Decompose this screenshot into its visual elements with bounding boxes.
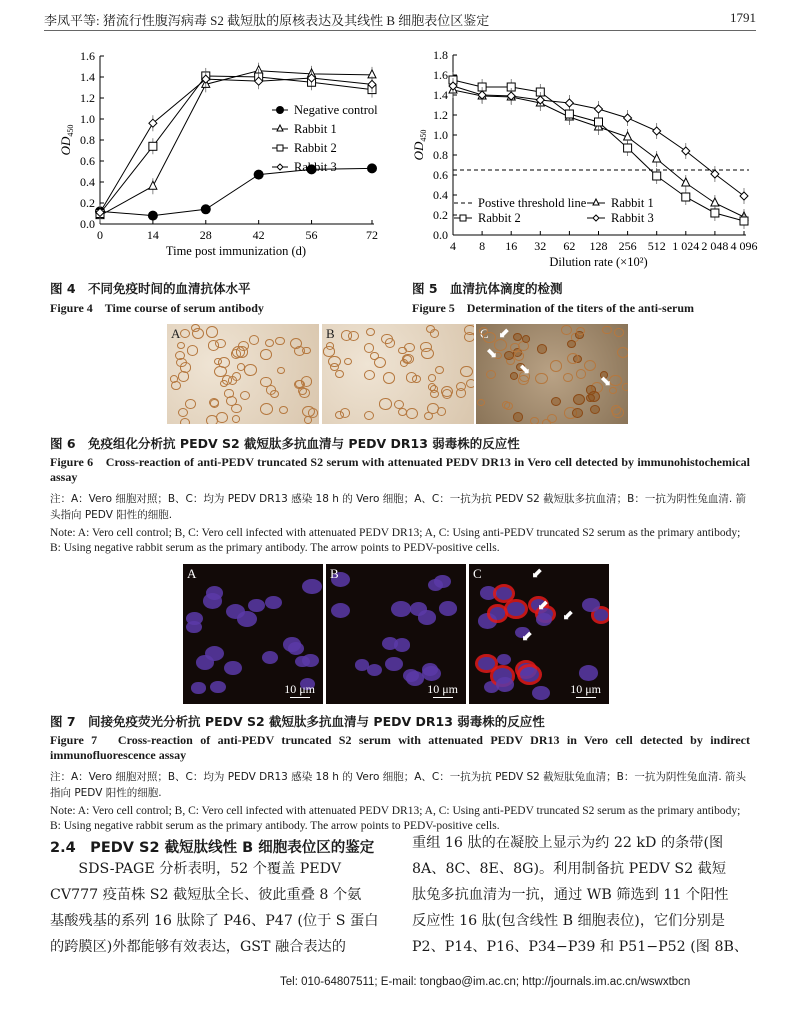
nucleus-blob xyxy=(248,599,265,613)
nucleus-blob xyxy=(302,579,322,595)
cell-blob xyxy=(456,388,467,398)
cell-blob xyxy=(344,358,352,366)
nucleus-blob xyxy=(295,656,309,667)
arrow-icon: ⬋ xyxy=(531,567,543,582)
nucleus-blob xyxy=(579,665,599,681)
svg-text:1.0: 1.0 xyxy=(80,112,95,126)
body-line: 肽兔多抗血清为一抗，通过 WB 筛选到 11 个阳性 xyxy=(412,887,729,903)
cell-blob xyxy=(385,338,395,347)
cell-blob xyxy=(602,326,611,334)
svg-text:0.6: 0.6 xyxy=(80,154,95,168)
figure6-caption-cn: 图 6 免疫组化分析抗 PEDV S2 截短肽多抗血清与 PEDV DR13 弱毒株的反应性 xyxy=(50,436,520,451)
cell-blob xyxy=(308,408,318,417)
cell-blob xyxy=(178,408,188,417)
svg-text:1.2: 1.2 xyxy=(433,108,448,122)
cell-blob xyxy=(563,373,573,382)
cell-blob xyxy=(364,343,374,352)
nucleus-blob xyxy=(331,603,350,618)
cell-blob xyxy=(477,399,485,407)
svg-text:28: 28 xyxy=(199,228,212,242)
cell-blob xyxy=(275,337,284,345)
scale-bar-label: 10 μm xyxy=(284,682,315,696)
cell-blob xyxy=(537,344,547,353)
arrow-icon: ⬋ xyxy=(537,599,549,614)
cell-blob xyxy=(617,347,628,358)
arrow-icon: ⬋ xyxy=(498,327,510,342)
svg-text:0.4: 0.4 xyxy=(433,188,448,202)
cell-blob xyxy=(231,349,241,358)
cell-blob xyxy=(514,351,525,361)
figure5-caption-en: Figure 5 Determination of the titers of the anti-serum xyxy=(412,301,695,315)
cell-blob xyxy=(435,366,444,374)
cell-blob xyxy=(249,335,259,345)
cell-blob xyxy=(483,332,496,344)
cell-blob xyxy=(406,408,418,419)
cell-blob xyxy=(622,383,628,391)
svg-text:1.6: 1.6 xyxy=(433,68,448,82)
body-line: 反应性 16 肽(包含线性 B 细胞表位)，它们分别是 xyxy=(412,913,725,929)
nucleus-blob xyxy=(391,601,411,617)
svg-text:512: 512 xyxy=(647,239,666,253)
svg-text:16: 16 xyxy=(505,239,518,253)
panel-label: C xyxy=(480,326,489,341)
nucleus-blob xyxy=(520,667,540,683)
cell-blob xyxy=(364,411,374,420)
cell-blob xyxy=(466,379,474,388)
cell-blob xyxy=(185,399,195,409)
cell-blob xyxy=(614,328,623,337)
nucleus-blob xyxy=(205,646,224,661)
cell-blob xyxy=(374,357,386,368)
nucleus-blob xyxy=(496,587,512,600)
nucleus-blob xyxy=(532,686,550,700)
cell-blob xyxy=(412,375,421,383)
section-heading: 2.4 PEDV S2 截短肽线性 B 细胞表位区的鉴定 xyxy=(50,840,375,856)
cell-blob xyxy=(513,412,523,421)
cell-blob xyxy=(427,403,439,414)
footer-contact: Tel: 010-64807511; E-mail: tongbao@im.ac.cn; http://journals.im.ac.cn/wswxtbcn xyxy=(280,976,691,988)
cell-blob xyxy=(260,349,272,360)
figure7-panel-b xyxy=(326,564,466,704)
figure6-caption-en: Figure 6 Cross-reaction of anti-PEDV truncated S2 serum with attenuated PEDV DR13 in Vero cell detected by immunohistochemical assay xyxy=(50,455,750,484)
running-title: 李凤平等: 猪流行性腹泻病毒 S2 截短肽的原核表达及其线性 B 细胞表位区鉴定 xyxy=(44,13,490,28)
cell-blob xyxy=(366,328,375,336)
running-head xyxy=(44,8,756,31)
cell-blob xyxy=(224,389,233,397)
figure5-chart xyxy=(400,40,760,280)
figure6-note-cn: 注：A：Vero 细胞对照；B、C：均为 PEDV DR13 感染 18 h 的 Vero 细胞；A、C：一抗为抗 PEDV S2 截短肽多抗血清；B：一抗为阴性兔血清. 箭头指向 PEDV 阳性的细胞. xyxy=(50,493,747,521)
cell-blob xyxy=(460,366,472,377)
svg-text:56: 56 xyxy=(305,228,318,242)
cell-blob xyxy=(464,325,474,335)
nucleus-blob xyxy=(478,657,495,670)
arrow-icon: ⬊ xyxy=(519,363,531,378)
svg-text:0: 0 xyxy=(97,228,103,242)
svg-text:OD450: $OD_{450}$ xyxy=(58,124,75,156)
svg-text:1.4: 1.4 xyxy=(433,88,448,102)
svg-text:0.6: 0.6 xyxy=(433,168,448,182)
cell-blob xyxy=(486,370,496,379)
svg-text:Rabbit 3: Rabbit 3 xyxy=(611,211,654,225)
cell-blob xyxy=(180,418,190,424)
body-line: 的跨膜区)外都能够有效表达，GST 融合表达的 xyxy=(50,939,346,955)
cell-blob xyxy=(530,417,539,424)
panel-label: B xyxy=(330,566,339,581)
svg-text:62: 62 xyxy=(563,239,576,253)
nucleus-blob xyxy=(422,666,441,681)
cell-blob xyxy=(178,371,189,381)
cell-blob xyxy=(550,360,563,372)
svg-text:4: 4 xyxy=(450,239,456,253)
cell-blob xyxy=(441,386,453,397)
cell-blob xyxy=(216,412,228,423)
figure7-caption-en: Figure 7 Cross-reaction of anti-PEDV truncated S2 serum with attenuated PEDV DR13 in Vero cell detected by indirect immunofluorescence assay xyxy=(50,733,750,762)
cell-blob xyxy=(590,405,600,414)
cell-blob xyxy=(328,356,340,367)
cell-blob xyxy=(240,391,250,400)
svg-text:14: 14 xyxy=(146,228,159,242)
nucleus-blob xyxy=(224,661,241,675)
body-line: SDS-PAGE 分析表明，52 个覆盖 PEDV xyxy=(50,861,342,877)
nucleus-blob xyxy=(439,601,457,615)
svg-text:Rabbit 2: Rabbit 2 xyxy=(478,211,521,225)
cell-blob xyxy=(335,370,344,378)
cell-blob xyxy=(210,399,219,407)
svg-text:0.4: 0.4 xyxy=(80,175,95,189)
figure6-note-en: Note: A: Vero cell control; B, C: Vero cell infected with attenuated PEDV DR13; A, C: Using anti-PEDV truncated S2 serum as the primary antibody; B: Using negative rabbit serum as the primary antibody. The arrow points to PEDV-positive cells. xyxy=(50,527,741,554)
arrow-icon: ⬋ xyxy=(562,609,574,624)
svg-text:128: 128 xyxy=(589,239,608,253)
scale-bar xyxy=(570,682,601,698)
scale-bar xyxy=(284,682,315,698)
cell-blob xyxy=(576,327,585,335)
cell-blob xyxy=(301,376,313,387)
svg-text:32: 32 xyxy=(534,239,547,253)
panel-label: A xyxy=(187,566,197,581)
figure5-caption-cn: 图 5 血清抗体滴度的检测 xyxy=(412,281,563,296)
cell-blob xyxy=(270,390,279,398)
arrow-icon: ⬊ xyxy=(486,347,498,362)
cell-blob xyxy=(584,360,596,371)
nucleus-blob xyxy=(385,657,403,671)
figure7-panel-c xyxy=(469,564,609,704)
body-line: 基酸残基的系列 16 肽除了 P46、P47 (位于 S 蛋白 xyxy=(50,913,379,929)
svg-text:0.8: 0.8 xyxy=(433,148,448,162)
cell-blob xyxy=(191,324,200,332)
page-number: 1791 xyxy=(730,10,756,25)
nucleus-blob xyxy=(226,604,245,619)
cell-blob xyxy=(187,345,198,355)
svg-text:1.2: 1.2 xyxy=(80,91,95,105)
svg-text:0.2: 0.2 xyxy=(80,196,95,210)
svg-text:256: 256 xyxy=(618,239,637,253)
scale-bar-label: 10 μm xyxy=(570,682,601,696)
nucleus-blob xyxy=(594,609,608,620)
cell-blob xyxy=(180,329,190,338)
svg-text:4 096: 4 096 xyxy=(730,239,758,253)
figure7-note-en: Note: A: Vero cell control; B, C: Vero cell infected with attenuated PEDV DR13; A, C: Using anti-PEDV truncated S2 serum as the primary antibody; B: Using negative rabbit serum as the primary antibody. The arrow points to PEDV-positive cells. xyxy=(50,805,741,832)
panel-label: A xyxy=(171,326,181,341)
svg-text:1 024: 1 024 xyxy=(672,239,700,253)
cell-blob xyxy=(542,419,551,424)
figure7-panel-a xyxy=(183,564,323,704)
cell-blob xyxy=(513,333,522,341)
nucleus-blob xyxy=(191,682,205,693)
svg-text:Rabbit 1: Rabbit 1 xyxy=(294,122,337,136)
nucleus-blob xyxy=(367,664,382,676)
svg-text:2 048: 2 048 xyxy=(701,239,729,253)
cell-blob xyxy=(421,348,434,360)
cell-blob xyxy=(335,411,344,419)
cell-blob xyxy=(567,340,576,348)
cell-blob xyxy=(428,374,436,381)
cell-blob xyxy=(364,370,375,380)
body-line: 8A、8C、8E、8G)。利用制备抗 PEDV S2 截短 xyxy=(412,861,727,877)
nucleus-blob xyxy=(507,602,525,617)
cell-blob xyxy=(430,329,439,338)
svg-text:Rabbit 3: Rabbit 3 xyxy=(294,160,337,174)
cell-blob xyxy=(572,408,584,419)
svg-text:42: 42 xyxy=(252,228,265,242)
arrow-icon: ⬋ xyxy=(521,630,533,645)
nucleus-blob xyxy=(434,575,450,588)
figure6-panel-a xyxy=(167,324,319,424)
cell-blob xyxy=(279,406,288,415)
cell-blob xyxy=(171,381,181,390)
nucleus-blob xyxy=(394,638,411,651)
figure7-caption-cn: 图 7 间接免疫荧光分析抗 PEDV S2 截短肽多抗血清与 PEDV DR13 弱毒株的反应性 xyxy=(50,714,545,729)
figure4-chart xyxy=(50,40,390,270)
cell-blob xyxy=(277,367,285,374)
nucleus-blob xyxy=(265,596,281,609)
figure4-caption-en: Figure 4 Time course of serum antibody xyxy=(50,301,264,315)
cell-blob xyxy=(231,404,241,414)
svg-text:8: 8 xyxy=(479,239,486,253)
body-column-right xyxy=(412,830,757,960)
scale-bar xyxy=(427,682,458,698)
cell-blob xyxy=(561,325,572,335)
scale-bar-label: 10 μm xyxy=(427,682,458,696)
arrow-icon: ⬊ xyxy=(600,375,612,390)
svg-text:Rabbit 2: Rabbit 2 xyxy=(294,141,337,155)
svg-text:Rabbit 1: Rabbit 1 xyxy=(611,196,654,210)
nucleus-blob xyxy=(490,607,506,620)
nucleus-blob xyxy=(497,654,511,666)
cell-blob xyxy=(232,415,241,423)
svg-text:Postive threshold line: Postive threshold line xyxy=(478,196,587,210)
cell-blob xyxy=(379,398,391,409)
nucleus-blob xyxy=(480,586,498,600)
cell-blob xyxy=(215,339,226,349)
cell-blob xyxy=(522,335,531,343)
cell-blob xyxy=(180,362,191,372)
figure7-note-cn: 注：A：Vero 细胞对照；B、C：均为 PEDV DR13 感染 18 h 的 Vero 细胞；A、C：一抗为抗 PEDV S2 截短肽兔血清；B：一抗为阴性兔血清. 箭头指向 PEDV 阳性的细胞. xyxy=(50,771,747,799)
cell-blob xyxy=(222,375,232,384)
cell-blob xyxy=(576,369,587,379)
svg-text:Time post immunization (d): Time post immunization (d) xyxy=(165,244,307,258)
svg-text:1.8: 1.8 xyxy=(433,48,448,62)
nucleus-blob xyxy=(206,586,223,600)
body-line: 重组 16 肽的在凝胶上显示为约 22 kD 的条带(图 xyxy=(412,835,724,851)
cell-blob xyxy=(348,331,359,341)
nucleus-blob xyxy=(496,677,514,691)
svg-text:1.0: 1.0 xyxy=(433,128,448,142)
nucleus-blob xyxy=(210,681,226,694)
svg-text:1.4: 1.4 xyxy=(80,70,95,84)
svg-text:0.0: 0.0 xyxy=(80,217,95,231)
svg-text:0.2: 0.2 xyxy=(433,208,448,222)
cell-blob xyxy=(177,342,185,350)
figure6-panel-b xyxy=(322,324,474,424)
cell-blob xyxy=(573,394,585,405)
nucleus-blob xyxy=(186,621,202,634)
figure4-caption-cn: 图 4 不同免疫时间的血清抗体水平 xyxy=(50,281,251,296)
cell-blob xyxy=(265,339,274,347)
cell-blob xyxy=(502,401,510,409)
cell-blob xyxy=(400,359,408,367)
cell-blob xyxy=(383,372,396,384)
panel-label: C xyxy=(473,566,482,581)
svg-text:Negative control: Negative control xyxy=(294,103,378,117)
body-line: P2、P14、P16、P34−P39 和 P51−P52 (图 8B、 xyxy=(412,939,749,955)
svg-text:0.8: 0.8 xyxy=(80,133,95,147)
svg-text:1.6: 1.6 xyxy=(80,49,95,63)
body-line: CV777 疫苗株 S2 截短肽全长、彼此重叠 8 个氨 xyxy=(50,887,362,903)
cell-blob xyxy=(206,326,218,337)
nucleus-blob xyxy=(262,651,278,664)
cell-blob xyxy=(551,397,561,406)
svg-text:OD450: $OD_{450}$ xyxy=(411,129,428,161)
svg-text:72: 72 xyxy=(366,228,378,242)
cell-blob xyxy=(535,373,548,385)
cell-blob xyxy=(260,403,273,415)
figure6-panel-c xyxy=(476,324,628,424)
body-column-left xyxy=(50,856,395,960)
cell-blob xyxy=(244,364,257,375)
svg-text:0.0: 0.0 xyxy=(433,228,448,242)
cell-blob xyxy=(612,407,624,418)
panel-label: B xyxy=(326,326,335,341)
cell-blob xyxy=(404,343,414,352)
cell-blob xyxy=(299,388,309,398)
svg-text:Dilution rate (×10²): Dilution rate (×10²) xyxy=(549,255,648,269)
